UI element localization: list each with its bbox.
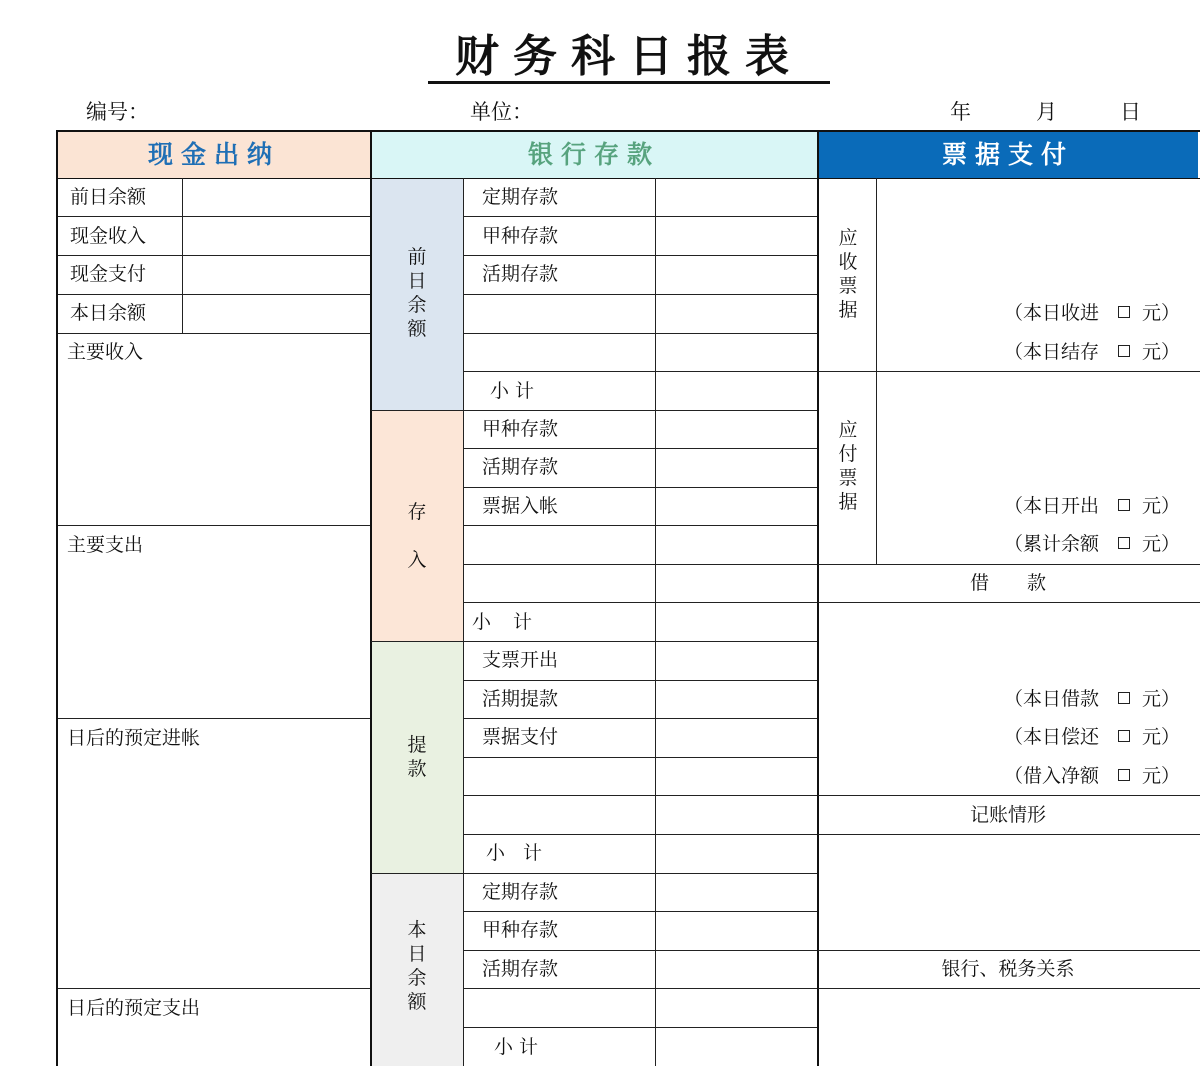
bills-row-line [818, 371, 1200, 372]
checkbox-icon [1118, 306, 1130, 318]
bills-row-line [818, 988, 1200, 989]
cash-row-label: 现金支付 [70, 263, 147, 285]
loan-note: （本日借款 元） [1004, 688, 1181, 710]
receivable-note: （本日结存 元） [1004, 341, 1181, 363]
page-title: 财务科日报表 [428, 30, 830, 84]
bank-subtotal-label: 小 计 [490, 380, 535, 402]
bank-item-label: 甲种存款 [482, 418, 559, 440]
payable-note: （累计余额 元） [1004, 533, 1181, 555]
checkbox-icon [1118, 345, 1130, 357]
loan-note: （借入净额 元） [1004, 765, 1181, 787]
bank-item-label: 甲种存款 [482, 225, 559, 247]
payable-note: （本日开出 元） [1004, 495, 1181, 517]
bank-value-divider [655, 178, 656, 1066]
cash-section-label: 日后的预定进帐 [67, 727, 201, 749]
day-label: 日 [1120, 100, 1141, 124]
bank-subtotal-label: 小 计 [472, 611, 541, 633]
bank-row-line [463, 294, 817, 295]
bank-header: 银行存款 [371, 132, 817, 178]
bills-row-line [818, 602, 1200, 603]
cash-row-label: 前日余额 [70, 186, 147, 208]
checkbox-icon [1118, 692, 1130, 704]
bank-item-label: 活期存款 [482, 263, 559, 285]
bank-subtotal-label: 小 计 [494, 1036, 539, 1058]
receivable-note: （本日收进 元） [1004, 302, 1181, 324]
checkbox-icon [1118, 769, 1130, 781]
cash-row-label: 本日余额 [70, 302, 147, 324]
bank-item-label: 活期存款 [482, 456, 559, 478]
bank-item-label: 支票开出 [482, 649, 559, 671]
receivable-bills-label: 应 收 票 据 [838, 227, 858, 321]
bank-label-divider [463, 178, 464, 1066]
bank-row-line [463, 525, 817, 526]
col-divider-cash [370, 130, 372, 1066]
bank-group-label-today-balance: 本 日 余 额 [407, 919, 427, 1013]
bank-item-label: 活期存款 [482, 958, 559, 980]
bank-group-line [371, 641, 817, 642]
bank-group-label-prev-balance: 前 日 余 额 [407, 246, 427, 340]
bank-item-label: 票据支付 [482, 726, 559, 748]
bank-item-label: 定期存款 [482, 881, 559, 903]
bank-tax-relations-label: 银行、税务关系 [941, 958, 1075, 980]
bookkeeping-label: 记账情形 [969, 804, 1046, 826]
bank-item-label: 甲种存款 [482, 919, 559, 941]
bank-row-line [463, 988, 817, 989]
bank-group-line [371, 873, 817, 874]
bank-item-label: 活期提款 [482, 688, 559, 710]
bank-group-line [371, 410, 817, 411]
month-label: 月 [1036, 100, 1057, 124]
loan-label: 借 款 [969, 572, 1046, 594]
bank-row-line [463, 564, 817, 565]
bank-group-label-deposit: 存 入 [407, 501, 427, 571]
bank-group-label-withdraw: 提 款 [407, 734, 427, 780]
bank-item-label: 票据入帐 [482, 495, 559, 517]
checkbox-icon [1118, 499, 1130, 511]
cash-header: 现金出纳 [58, 132, 370, 178]
bank-row-line [463, 757, 817, 758]
bank-row-line [463, 795, 817, 796]
cash-section-label: 日后的预定支出 [67, 997, 201, 1019]
bills-header: 票据支付 [818, 132, 1198, 178]
checkbox-icon [1118, 730, 1130, 742]
payable-bills-label: 应 付 票 据 [838, 419, 858, 513]
bank-item-label: 定期存款 [482, 186, 559, 208]
cash-section-label: 主要支出 [67, 534, 144, 556]
serial-number-label: 编号： [86, 100, 149, 124]
header-bottom-line [56, 178, 1200, 179]
bank-subtotal-label: 小 计 [486, 842, 549, 864]
loan-note: （本日偿还 元） [1004, 726, 1181, 748]
bank-row-line [463, 333, 817, 334]
cash-row-label: 现金收入 [70, 225, 147, 247]
bills-row-line [818, 834, 1200, 835]
year-label: 年 [950, 100, 971, 124]
unit-label: 单位： [470, 100, 533, 124]
checkbox-icon [1118, 537, 1130, 549]
cash-section-label: 主要收入 [67, 341, 144, 363]
